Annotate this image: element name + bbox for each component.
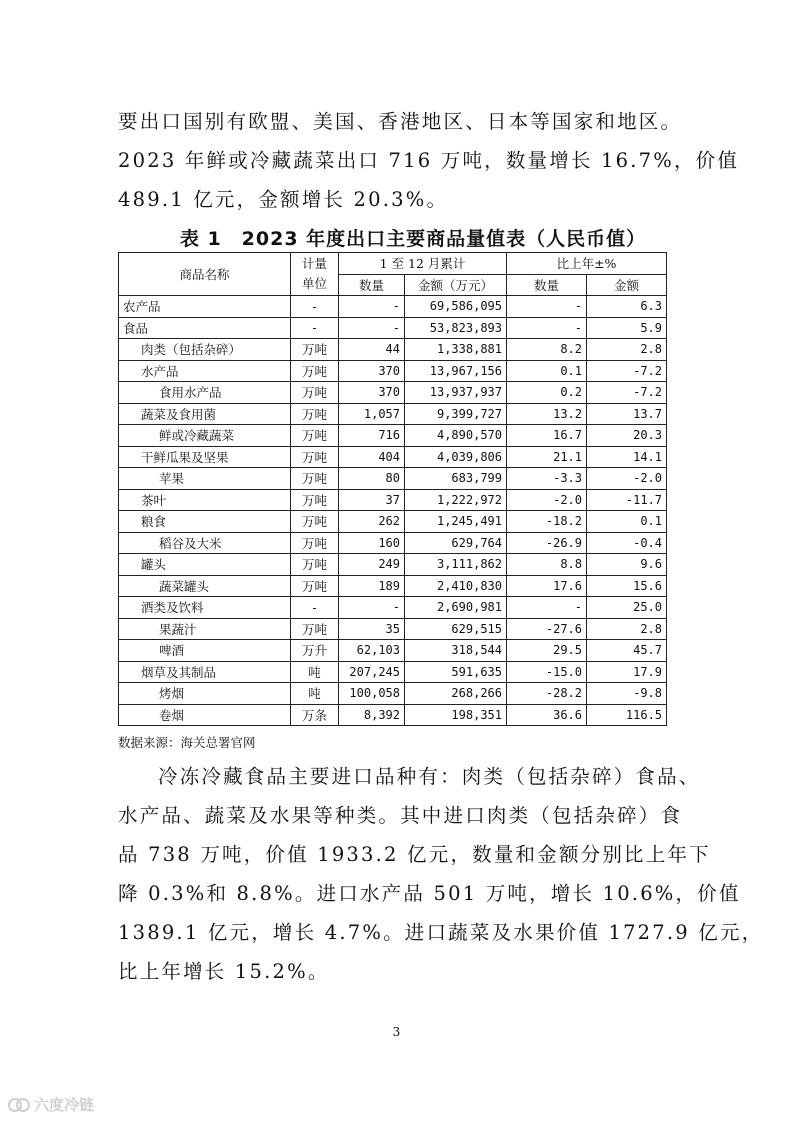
- unit-cell: 万吨: [291, 618, 339, 640]
- unit-cell: 万吨: [291, 554, 339, 576]
- quantity-cell: 1,057: [339, 403, 405, 425]
- amount-change-cell: 2.8: [587, 618, 667, 640]
- text-line: 要出口国别有欧盟、美国、香港地区、日本等国家和地区。: [118, 110, 683, 133]
- quantity-change-cell: 29.5: [507, 640, 587, 662]
- amount-change-cell: -9.8: [587, 683, 667, 705]
- table-row: [119, 425, 667, 447]
- amount-cell: 683,799: [405, 468, 507, 490]
- table-row: [119, 360, 667, 382]
- amount-change-cell: 25.0: [587, 597, 667, 619]
- commodity-name: 烟草及其制品: [119, 661, 291, 683]
- amount-change-cell: 20.3: [587, 425, 667, 447]
- quantity-change-cell: 21.1: [507, 446, 587, 468]
- header-chg-amount: 金额: [587, 274, 667, 296]
- table-row: [119, 339, 667, 361]
- unit-cell: 万吨: [291, 339, 339, 361]
- quantity-change-cell: -3.3: [507, 468, 587, 490]
- unit-cell: -: [291, 317, 339, 339]
- table-row: [119, 403, 667, 425]
- commodity-name: 啤酒: [119, 640, 291, 662]
- amount-cell: 53,823,893: [405, 317, 507, 339]
- amount-change-cell: 17.9: [587, 661, 667, 683]
- table-row: [119, 597, 667, 619]
- quantity-cell: -: [339, 597, 405, 619]
- table-row: [119, 489, 667, 511]
- export-table: [118, 252, 667, 726]
- text-line: 比上年增长 15.2%。: [118, 960, 330, 983]
- commodity-name: 干鲜瓜果及坚果: [119, 446, 291, 468]
- commodity-name: 茶叶: [119, 489, 291, 511]
- watermark-logo-icon: [8, 1096, 30, 1114]
- amount-cell: 591,635: [405, 661, 507, 683]
- amount-change-cell: 14.1: [587, 446, 667, 468]
- text-line: 489.1 亿元，金额增长 20.3%。: [118, 188, 449, 211]
- header-cumulative: 1 至 12 月累计: [339, 253, 507, 275]
- amount-change-cell: -7.2: [587, 382, 667, 404]
- commodity-name: 蔬菜罐头: [119, 575, 291, 597]
- commodity-name: 卷烟: [119, 704, 291, 726]
- quantity-change-cell: 8.8: [507, 554, 587, 576]
- intro-paragraph: [118, 102, 740, 219]
- amount-change-cell: 0.1: [587, 511, 667, 533]
- amount-change-cell: 45.7: [587, 640, 667, 662]
- amount-cell: 4,890,570: [405, 425, 507, 447]
- header-change: 比上年±%: [507, 253, 667, 275]
- unit-cell: -: [291, 296, 339, 318]
- quantity-change-cell: -26.9: [507, 532, 587, 554]
- commodity-name: 粮食: [119, 511, 291, 533]
- quantity-cell: 370: [339, 382, 405, 404]
- amount-cell: 2,690,981: [405, 597, 507, 619]
- quantity-change-cell: -: [507, 296, 587, 318]
- table-row: [119, 446, 667, 468]
- unit-cell: 万吨: [291, 468, 339, 490]
- amount-cell: 268,266: [405, 683, 507, 705]
- quantity-change-cell: -2.0: [507, 489, 587, 511]
- unit-cell: 吨: [291, 683, 339, 705]
- table-caption: 表 1 2023 年度出口主要商品量值表（人民币值）: [179, 228, 647, 250]
- amount-cell: 2,410,830: [405, 575, 507, 597]
- quantity-change-cell: 8.2: [507, 339, 587, 361]
- quantity-cell: 404: [339, 446, 405, 468]
- commodity-name: 鲜或冷藏蔬菜: [119, 425, 291, 447]
- import-paragraph: [118, 757, 764, 991]
- table-row: [119, 554, 667, 576]
- table-row: [119, 683, 667, 705]
- header-unit: 计量单位: [291, 253, 339, 296]
- quantity-change-cell: -15.0: [507, 661, 587, 683]
- table-row: [119, 575, 667, 597]
- quantity-cell: 189: [339, 575, 405, 597]
- commodity-name: 食品: [119, 317, 291, 339]
- unit-cell: 万升: [291, 640, 339, 662]
- quantity-cell: 44: [339, 339, 405, 361]
- quantity-change-cell: -18.2: [507, 511, 587, 533]
- commodity-name: 食用水产品: [119, 382, 291, 404]
- commodity-name: 农产品: [119, 296, 291, 318]
- amount-cell: 1,222,972: [405, 489, 507, 511]
- amount-cell: 1,338,881: [405, 339, 507, 361]
- amount-cell: 629,515: [405, 618, 507, 640]
- amount-cell: 4,039,806: [405, 446, 507, 468]
- quantity-change-cell: 0.1: [507, 360, 587, 382]
- table-row: [119, 704, 667, 726]
- unit-cell: 万吨: [291, 382, 339, 404]
- quantity-change-cell: 0.2: [507, 382, 587, 404]
- quantity-cell: 35: [339, 618, 405, 640]
- table-row: [119, 640, 667, 662]
- page-number: 3: [392, 1025, 401, 1039]
- amount-cell: 318,544: [405, 640, 507, 662]
- amount-cell: 1,245,491: [405, 511, 507, 533]
- amount-change-cell: 15.6: [587, 575, 667, 597]
- unit-cell: 万吨: [291, 425, 339, 447]
- header-chg-qty: 数量: [507, 274, 587, 296]
- commodity-name: 果蔬汁: [119, 618, 291, 640]
- quantity-change-cell: -28.2: [507, 683, 587, 705]
- amount-change-cell: 6.3: [587, 296, 667, 318]
- amount-change-cell: 116.5: [587, 704, 667, 726]
- text-line: 1389.1 亿元，增长 4.7%。进口蔬菜及水果价值 1727.9 亿元，: [118, 921, 764, 944]
- commodity-name: 酒类及饮料: [119, 597, 291, 619]
- amount-change-cell: -11.7: [587, 489, 667, 511]
- amount-cell: 69,586,095: [405, 296, 507, 318]
- amount-cell: 9,399,727: [405, 403, 507, 425]
- amount-change-cell: -2.0: [587, 468, 667, 490]
- quantity-cell: 249: [339, 554, 405, 576]
- quantity-change-cell: 13.2: [507, 403, 587, 425]
- unit-cell: 万吨: [291, 446, 339, 468]
- amount-change-cell: -7.2: [587, 360, 667, 382]
- unit-cell: 万吨: [291, 360, 339, 382]
- unit-cell: 万吨: [291, 489, 339, 511]
- commodity-name: 罐头: [119, 554, 291, 576]
- quantity-change-cell: -: [507, 597, 587, 619]
- watermark-text: 六度冷链: [34, 1096, 95, 1114]
- amount-cell: 13,967,156: [405, 360, 507, 382]
- commodity-name: 蔬菜及食用菌: [119, 403, 291, 425]
- text-line: 降 0.3%和 8.8%。进口水产品 501 万吨，增长 10.6%，价值: [118, 882, 741, 905]
- commodity-name: 苹果: [119, 468, 291, 490]
- amount-cell: 3,111,862: [405, 554, 507, 576]
- table-row: [119, 317, 667, 339]
- table-row: [119, 296, 667, 318]
- quantity-cell: 160: [339, 532, 405, 554]
- amount-change-cell: -0.4: [587, 532, 667, 554]
- header-amount: 金额（万元）: [405, 274, 507, 296]
- table-row: [119, 382, 667, 404]
- quantity-cell: 262: [339, 511, 405, 533]
- watermark: [8, 1094, 94, 1115]
- quantity-change-cell: 16.7: [507, 425, 587, 447]
- table-row: [119, 511, 667, 533]
- table-body: [119, 296, 667, 726]
- text-line: 冷冻冷藏食品主要进口品种有：肉类（包括杂碎）食品、: [158, 765, 701, 788]
- quantity-cell: -: [339, 296, 405, 318]
- table-row: [119, 468, 667, 490]
- commodity-name: 稻谷及大米: [119, 532, 291, 554]
- quantity-cell: 80: [339, 468, 405, 490]
- quantity-cell: 37: [339, 489, 405, 511]
- text-line: 水产品、蔬菜及水果等种类。其中进口肉类（包括杂碎）食: [118, 804, 683, 827]
- text-line: 品 738 万吨，价值 1933.2 亿元，数量和金额分别比上年下: [118, 843, 711, 866]
- table-row: [119, 661, 667, 683]
- header-name: 商品名称: [119, 253, 291, 296]
- unit-cell: 万吨: [291, 575, 339, 597]
- data-source-note: 数据来源：海关总署官网: [118, 735, 256, 750]
- header-qty: 数量: [339, 274, 405, 296]
- amount-change-cell: 5.9: [587, 317, 667, 339]
- quantity-cell: 716: [339, 425, 405, 447]
- unit-cell: 万吨: [291, 511, 339, 533]
- text-line: 2023 年鲜或冷藏蔬菜出口 716 万吨，数量增长 16.7%，价值: [118, 149, 740, 172]
- unit-cell: 万吨: [291, 403, 339, 425]
- table-row: [119, 532, 667, 554]
- amount-change-cell: 9.6: [587, 554, 667, 576]
- commodity-name: 肉类（包括杂碎）: [119, 339, 291, 361]
- amount-cell: 13,937,937: [405, 382, 507, 404]
- unit-cell: 吨: [291, 661, 339, 683]
- unit-cell: -: [291, 597, 339, 619]
- quantity-cell: -: [339, 317, 405, 339]
- table-row: [119, 618, 667, 640]
- quantity-change-cell: -: [507, 317, 587, 339]
- quantity-cell: 62,103: [339, 640, 405, 662]
- unit-cell: 万吨: [291, 532, 339, 554]
- quantity-change-cell: 36.6: [507, 704, 587, 726]
- quantity-cell: 207,245: [339, 661, 405, 683]
- unit-cell: 万条: [291, 704, 339, 726]
- quantity-change-cell: -27.6: [507, 618, 587, 640]
- amount-cell: 198,351: [405, 704, 507, 726]
- amount-change-cell: 2.8: [587, 339, 667, 361]
- quantity-change-cell: 17.6: [507, 575, 587, 597]
- amount-cell: 629,764: [405, 532, 507, 554]
- commodity-name: 水产品: [119, 360, 291, 382]
- quantity-cell: 370: [339, 360, 405, 382]
- quantity-cell: 100,058: [339, 683, 405, 705]
- quantity-cell: 8,392: [339, 704, 405, 726]
- commodity-name: 烤烟: [119, 683, 291, 705]
- amount-change-cell: 13.7: [587, 403, 667, 425]
